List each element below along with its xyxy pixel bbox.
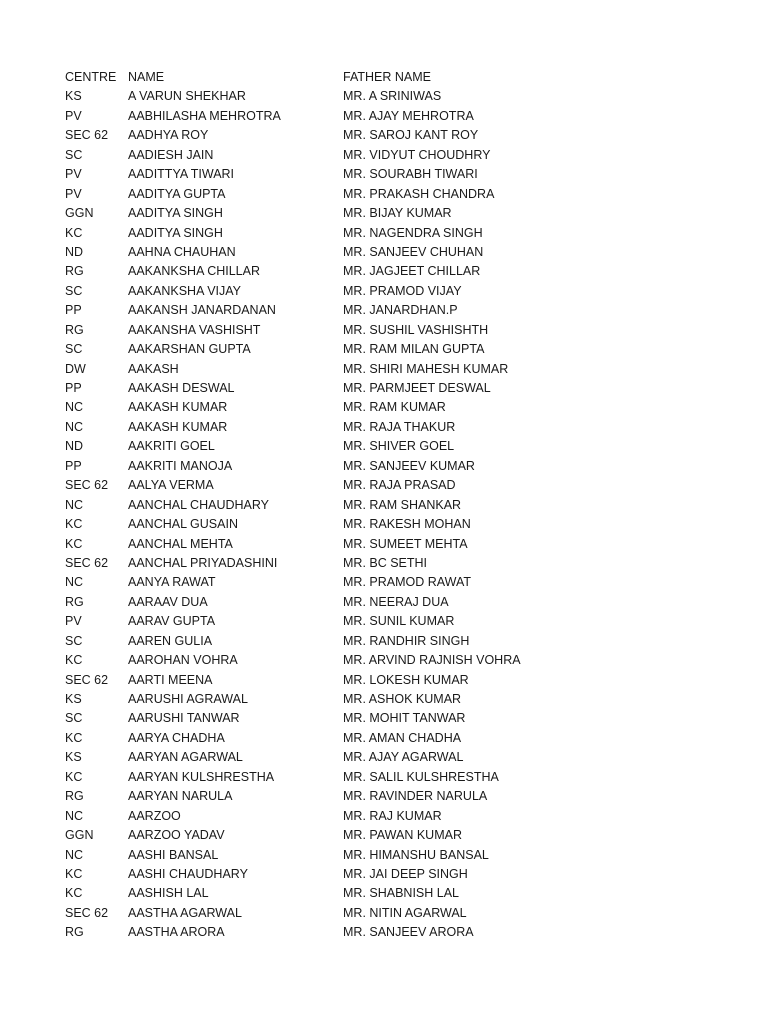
cell-centre: PV (65, 108, 82, 123)
cell-centre: KS (65, 692, 82, 706)
table-row (65, 748, 625, 767)
cell-name: AASTHA AGARWAL (128, 905, 242, 920)
cell-centre: KC (65, 225, 83, 240)
table-row (65, 418, 625, 437)
cell-name: AAKANKSHA VIJAY (128, 283, 242, 298)
cell-father-name: MR. VIDYUT CHOUDHRY (343, 147, 491, 162)
cell-father-name: MR. RAKESH MOHAN (343, 517, 471, 532)
cell-father-name: MR. RAM MILAN GUPTA (343, 342, 485, 357)
table-row (65, 398, 625, 417)
table-row (65, 807, 625, 826)
cell-father-name: MR. SANJEEV KUMAR (343, 458, 475, 473)
table-row (65, 146, 625, 165)
cell-centre: SC (65, 633, 83, 648)
cell-name: AADITYA SINGH (128, 225, 223, 240)
cell-name: AAHNA CHAUHAN (128, 244, 236, 259)
table-row (65, 651, 625, 670)
cell-centre: PV (65, 614, 82, 629)
cell-father-name: MR. RAJA PRASAD (343, 478, 456, 493)
cell-name: AARZOO (128, 808, 181, 823)
table-row (65, 282, 625, 301)
cell-centre: KC (65, 653, 83, 668)
cell-father-name: MR. SAROJ KANT ROY (343, 128, 479, 143)
cell-centre: ND (65, 244, 84, 259)
cell-centre: NC (65, 808, 84, 823)
table-row (65, 593, 625, 612)
cell-centre: KS (65, 750, 82, 765)
cell-father-name: MR. SHABNISH LAL (343, 886, 460, 901)
table-body (65, 87, 625, 942)
table-row (65, 612, 625, 631)
cell-name: AAKANSHA VASHISHT (128, 322, 261, 337)
cell-name: AAKANSH JANARDANAN (128, 303, 276, 318)
table-row (65, 884, 625, 903)
cell-father-name: MR. SUSHIL VASHISHTH (343, 322, 489, 337)
cell-name: AANCHAL MEHTA (128, 536, 233, 551)
table-row (65, 185, 625, 204)
cell-centre: SEC 62 (65, 555, 109, 570)
cell-name: AARYA CHADHA (128, 730, 225, 745)
cell-name: AAKASH DESWAL (128, 381, 235, 395)
cell-name: AABHILASHA MEHROTRA (128, 108, 281, 123)
cell-centre: NC (65, 419, 84, 434)
cell-name: AADITYA SINGH (128, 206, 223, 221)
cell-father-name: MR. SUNIL KUMAR (343, 614, 455, 629)
cell-name: AAKASH KUMAR (128, 400, 228, 415)
cell-centre: GGN (65, 206, 94, 221)
cell-father-name: MR. ARVIND RAJNISH VOHRA (343, 653, 521, 668)
cell-centre: RG (65, 264, 84, 279)
cell-father-name: MR. JANARDHAN.P (343, 303, 458, 318)
cell-centre: GGN (65, 828, 94, 843)
cell-centre: RG (65, 925, 84, 940)
cell-centre: NC (65, 847, 84, 862)
cell-name: AAKRITI MANOJA (128, 458, 233, 473)
cell-father-name: MR. MOHIT TANWAR (343, 711, 466, 726)
cell-name: AANCHAL PRIYADASHINI (128, 555, 278, 570)
cell-father-name: MR. NEERAJ DUA (343, 594, 449, 609)
cell-name: AAKASH KUMAR (128, 419, 228, 434)
cell-name: AASHI CHAUDHARY (128, 866, 248, 881)
cell-father-name: MR. PAWAN KUMAR (343, 828, 462, 843)
cell-father-name: MR. NITIN AGARWAL (343, 905, 467, 920)
cell-father-name: MR. LOKESH KUMAR (343, 672, 469, 687)
cell-name: AARTI MEENA (128, 672, 213, 687)
cell-centre: PP (65, 381, 82, 395)
table-row (65, 476, 625, 495)
cell-father-name: MR. AMAN CHADHA (343, 730, 462, 745)
cell-centre: RG (65, 322, 84, 337)
table-row (65, 846, 625, 865)
table-row (65, 204, 625, 223)
cell-name: AASHISH LAL (128, 886, 209, 901)
table-row (65, 360, 625, 379)
table-row (65, 262, 625, 281)
table-row (65, 243, 625, 262)
table-row (65, 865, 625, 884)
header-name: NAME (128, 70, 165, 84)
cell-name: AARAV GUPTA (128, 614, 216, 629)
cell-centre: PV (65, 167, 82, 182)
cell-name: AALYA VERMA (128, 478, 214, 493)
cell-father-name: MR. RAM SHANKAR (343, 497, 462, 512)
table-row (65, 671, 625, 690)
cell-father-name: MR. JAGJEET CHILLAR (343, 264, 481, 279)
cell-father-name: MR. PRAMOD RAWAT (343, 575, 472, 590)
cell-centre: KC (65, 886, 83, 901)
cell-father-name: MR. BC SETHI (343, 555, 428, 570)
table-header (65, 68, 625, 87)
cell-father-name: MR. ASHOK KUMAR (343, 692, 462, 706)
cell-father-name: MR. BIJAY KUMAR (343, 206, 452, 221)
table-row (65, 632, 625, 651)
cell-father-name: MR. AJAY AGARWAL (343, 750, 464, 765)
cell-centre: SEC 62 (65, 672, 109, 687)
cell-father-name: MR. RAJ KUMAR (343, 808, 442, 823)
cell-name: A VARUN SHEKHAR (128, 89, 246, 104)
cell-centre: ND (65, 439, 84, 454)
cell-name: AARUSHI TANWAR (128, 711, 240, 726)
cell-father-name: MR. RAJA THAKUR (343, 419, 456, 434)
cell-centre: PV (65, 186, 82, 201)
table-row (65, 165, 625, 184)
cell-centre: SC (65, 711, 83, 726)
cell-centre: SC (65, 342, 83, 357)
cell-name: AANYA RAWAT (128, 575, 216, 590)
header-centre: CENTRE (65, 70, 117, 84)
cell-father-name: MR. A SRINIWAS (343, 89, 442, 104)
table-row (65, 535, 625, 554)
cell-centre: KC (65, 517, 83, 532)
table-row (65, 515, 625, 534)
cell-name: AAREN GULIA (128, 633, 213, 648)
cell-centre: SC (65, 147, 83, 162)
cell-name: AANCHAL GUSAIN (128, 517, 238, 532)
cell-father-name: MR. RAM KUMAR (343, 400, 446, 415)
cell-name: AAKARSHAN GUPTA (128, 342, 251, 357)
cell-centre: SEC 62 (65, 478, 109, 493)
cell-centre: PP (65, 303, 82, 318)
cell-centre: RG (65, 789, 84, 804)
cell-centre: SEC 62 (65, 905, 109, 920)
cell-name: AANCHAL CHAUDHARY (128, 497, 270, 512)
table-row (65, 107, 625, 126)
cell-name: AARYAN AGARWAL (128, 750, 243, 765)
header-father-name: FATHER NAME (343, 70, 431, 84)
cell-centre: KC (65, 866, 83, 881)
cell-name: AAKANKSHA CHILLAR (128, 264, 260, 279)
cell-name: AADITYA GUPTA (128, 186, 226, 201)
table-row (65, 301, 625, 320)
cell-name: AADIESH JAIN (128, 147, 214, 162)
cell-father-name: MR. PARMJEET DESWAL (343, 381, 491, 395)
cell-centre: DW (65, 361, 86, 376)
cell-father-name: MR. NAGENDRA SINGH (343, 225, 483, 240)
cell-centre: NC (65, 497, 84, 512)
cell-father-name: MR. PRAKASH CHANDRA (343, 186, 495, 201)
cell-father-name: MR. RANDHIR SINGH (343, 633, 470, 648)
table-row (65, 496, 625, 515)
table-row (65, 573, 625, 592)
cell-centre: KC (65, 536, 83, 551)
cell-centre: KC (65, 769, 83, 784)
cell-name: AARZOO YADAV (128, 828, 225, 843)
cell-father-name: MR. SALIL KULSHRESTHA (343, 769, 499, 784)
table-row (65, 923, 625, 942)
cell-centre: PP (65, 458, 82, 473)
cell-father-name: MR. SANJEEV ARORA (343, 925, 474, 940)
table-row (65, 690, 625, 709)
table-row (65, 321, 625, 340)
cell-name: AAROHAN VOHRA (128, 653, 238, 668)
table-row (65, 87, 625, 106)
table-row (65, 457, 625, 476)
student-table (65, 68, 625, 943)
cell-name: AASHI BANSAL (128, 847, 219, 862)
cell-centre: NC (65, 575, 84, 590)
cell-father-name: MR. PRAMOD VIJAY (343, 283, 462, 298)
cell-father-name: MR. SANJEEV CHUHAN (343, 244, 484, 259)
cell-name: AARYAN NARULA (128, 789, 233, 804)
table-row (65, 709, 625, 728)
table-row (65, 787, 625, 806)
table-row (65, 554, 625, 573)
table-row (65, 904, 625, 923)
table-row (65, 340, 625, 359)
table-row (65, 126, 625, 145)
cell-father-name: MR. SOURABH TIWARI (343, 167, 478, 182)
cell-centre: KC (65, 730, 83, 745)
cell-centre: RG (65, 594, 84, 609)
cell-name: AADITTYA TIWARI (128, 167, 235, 182)
cell-name: AAKASH (128, 361, 179, 376)
table-row (65, 729, 625, 748)
cell-father-name: MR. SHIVER GOEL (343, 439, 455, 454)
table-row (65, 768, 625, 787)
cell-centre: SEC 62 (65, 128, 109, 143)
cell-father-name: MR. SUMEET MEHTA (343, 536, 468, 551)
cell-father-name: MR. JAI DEEP SINGH (343, 866, 468, 881)
table-row (65, 224, 625, 243)
cell-centre: SC (65, 283, 83, 298)
cell-name: AASTHA ARORA (128, 925, 225, 940)
cell-father-name: MR. RAVINDER NARULA (343, 789, 488, 804)
cell-father-name: MR. AJAY MEHROTRA (343, 108, 474, 123)
cell-name: AARAAV DUA (128, 594, 208, 609)
table-row (65, 437, 625, 456)
cell-name: AARYAN KULSHRESTHA (128, 769, 275, 784)
table-row (65, 379, 625, 398)
cell-name: AARUSHI AGRAWAL (128, 692, 248, 706)
cell-centre: KS (65, 89, 82, 104)
cell-name: AADHYA ROY (128, 128, 209, 143)
cell-centre: NC (65, 400, 84, 415)
cell-name: AAKRITI GOEL (128, 439, 215, 454)
cell-father-name: MR. SHIRI MAHESH KUMAR (343, 361, 509, 376)
table-row (65, 826, 625, 845)
cell-father-name: MR. HIMANSHU BANSAL (343, 847, 489, 862)
